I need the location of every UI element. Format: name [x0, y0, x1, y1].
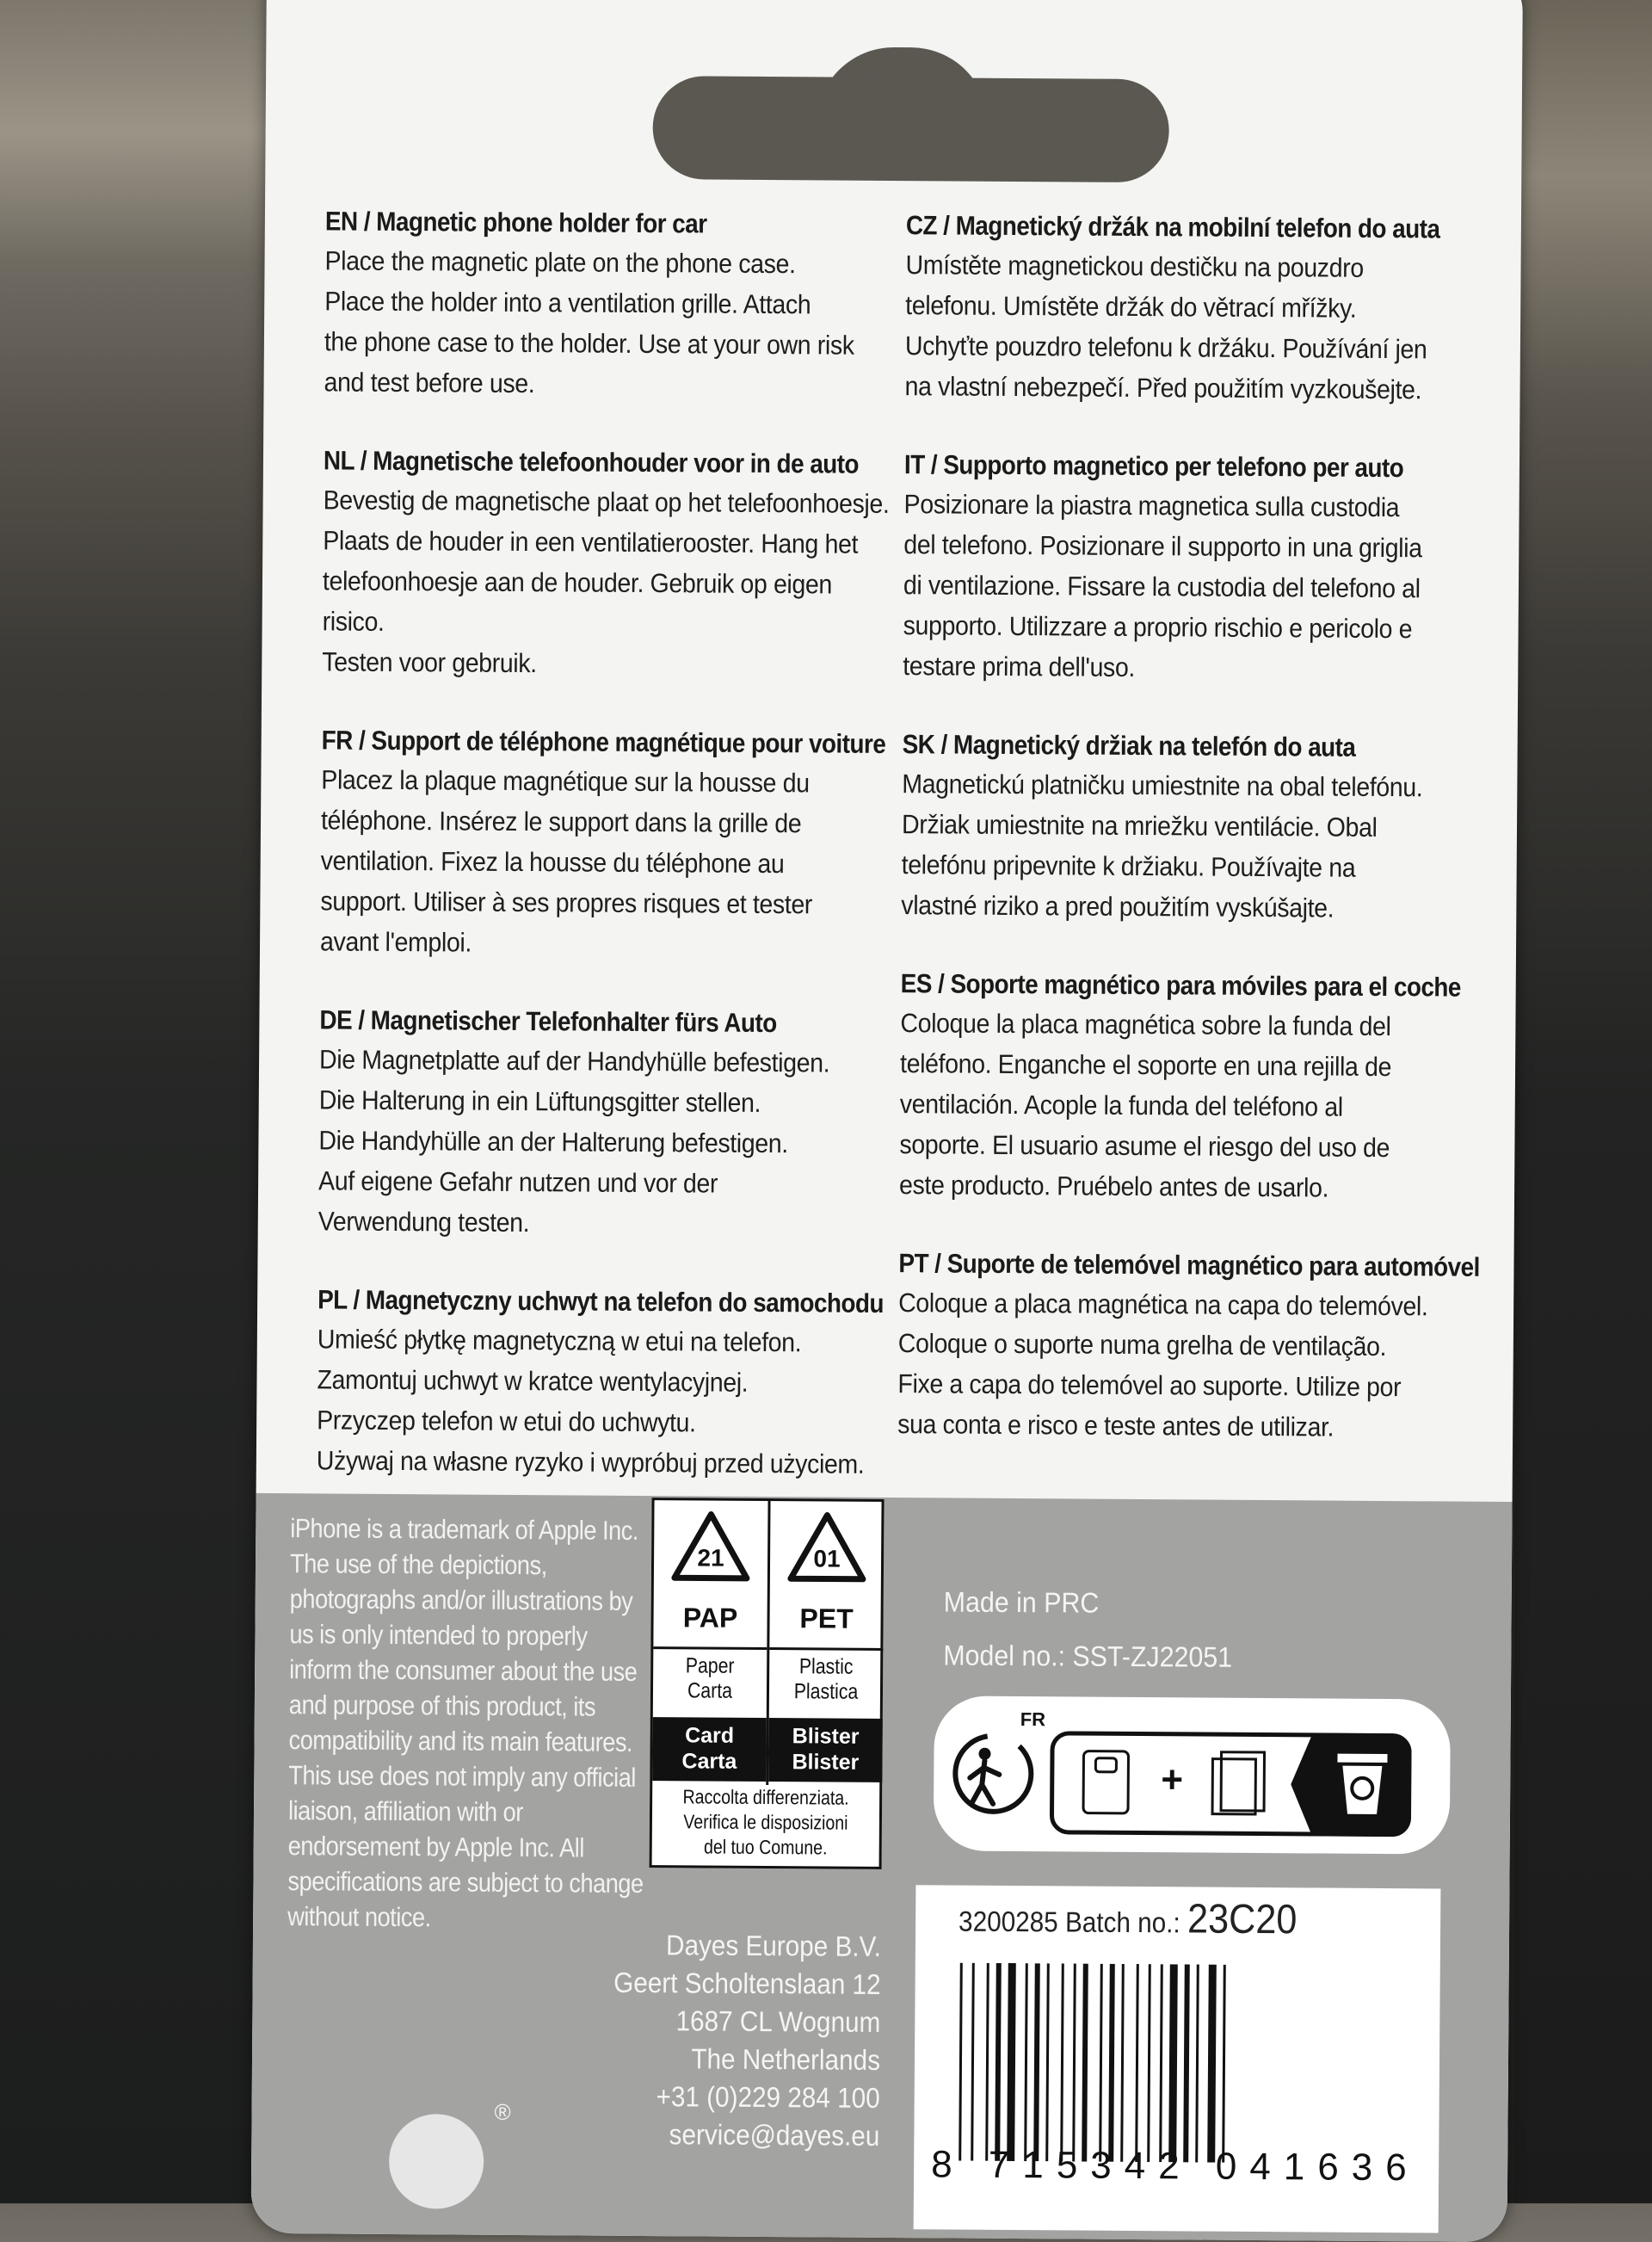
recycling-bin-icon: [1332, 1745, 1393, 1818]
recycling-column-pap: [652, 1500, 770, 1785]
recycling-number: 21: [697, 1544, 724, 1572]
barcode-bar: [1033, 1963, 1040, 2161]
instruction-fr: [320, 721, 890, 966]
divider: [769, 1647, 883, 1651]
barcode-bar: [1183, 1964, 1190, 2162]
instruction-heading: PT / Suporte de telemóvel magnético para automóvel: [898, 1248, 1480, 1282]
instruction-heading: FR / Support de téléphone magnétique pour voiture: [321, 725, 886, 759]
triman-label: [934, 1695, 1451, 1854]
divider: [653, 1646, 767, 1650]
batch-number: 23C20: [1187, 1896, 1298, 1943]
instruction-text: Placez la plaque magnétique sur la housse du téléphone. Insérez le support dans la grille de ventilation. Fixez la housse du téléphone au support. Utiliser à ses propres risques et tester avant l'emploi.: [319, 764, 813, 958]
recycling-triangle-icon: [784, 1510, 871, 1588]
hang-hole: [652, 76, 1169, 182]
instructions-right-column: [897, 207, 1480, 1488]
recycling-material: Paper Carta: [685, 1653, 735, 1703]
instruction-heading: SK / Magnetický držiak na telefón do auta: [902, 729, 1356, 763]
recycling-number: 01: [813, 1545, 841, 1572]
recycling-code: PAP: [682, 1602, 738, 1634]
barcode-bar: [1060, 1963, 1064, 2161]
instruction-pt: [897, 1245, 1480, 1448]
bin-panel: [1291, 1732, 1412, 1837]
recycling-material: Plastic Plastica: [793, 1654, 859, 1704]
barcode-bar: [985, 1963, 989, 2161]
instruction-cz: [904, 207, 1474, 411]
instruction-text: Coloque la placa magnética sobre la funda del teléfono. Enganche el soporte en una rejilla de ventilación. Acople la funda del teléfono al soporte. El usuario asume el riesgo del uso de este producto. Pruébelo antes de usarlo.: [898, 1008, 1392, 1203]
barcode-bar: [1082, 1964, 1088, 2162]
barcode-bar: [1045, 1963, 1050, 2161]
company-city: 1687 CL Wognum: [675, 2004, 881, 2038]
barcode-label: [914, 1885, 1441, 2233]
company-street: Geert Scholtenslaan 12: [613, 1966, 881, 2000]
instruction-heading: EN / Magnetic phone holder for car: [324, 206, 707, 239]
instructions-left-column: [316, 202, 893, 1524]
instruction-text: Place the magnetic plate on the phone case. Place the holder into a ventilation grille. Attach the phone case to the holder. Use at your own risk and test before use.: [324, 245, 854, 399]
barcode-bar: [971, 1963, 975, 2161]
instruction-heading: IT / Supporto magnetico per telefono per auto: [903, 449, 1404, 484]
instruction-heading: PL / Magnetyczny uchwyt na telefon do samochodu: [317, 1284, 885, 1319]
model-number: Model no.: SST-ZJ22051: [943, 1639, 1233, 1673]
instructions: [256, 202, 1521, 1479]
batch-label: Batch no.:: [1064, 1905, 1180, 1939]
recycling-table: [650, 1498, 885, 1869]
barcode-bar: [995, 1963, 1002, 2161]
instruction-it: [903, 446, 1472, 690]
trademark-notice: iPhone is a trademark of Apple Inc. The use of the depictions, photographs and/or illustrations by us is only intended to properly inform the consumer about the use and purpose of this product, its compatibility and its main features. This use does not imply any official liaison, affiliation with or endorsement by Apple Inc. All specifications are subject to change without notice.: [287, 1513, 644, 1933]
origin-info: [943, 1575, 1233, 1683]
instruction-text: Umieść płytkę magnetyczną w etui na telefon. Zamontuj uchwyt w kratce wentylacyjnej. Przyczep telefon w etui do uchwytu. Używaj na własne ryzyko i wypróbuj przed użyciem.: [316, 1324, 865, 1479]
background-left: [0, 0, 284, 2203]
company-email: service@dayes.eu: [669, 2118, 880, 2152]
background-right: [1514, 0, 1652, 2203]
recycling-item: Card Carta: [652, 1717, 767, 1782]
made-in: Made in PRC: [943, 1585, 1100, 1619]
plus-sign: +: [1161, 1758, 1184, 1801]
barcode-bar: [1222, 1965, 1226, 2163]
blister-icon: [1209, 1749, 1270, 1818]
instruction-nl: [322, 442, 891, 686]
instruction-heading: NL / Magnetische telefoonhouder voor in de auto: [323, 445, 860, 479]
barcode-bar: [1207, 1965, 1217, 2163]
barcode-bar: [1099, 1964, 1103, 2162]
triman-icon: [946, 1726, 1041, 1821]
instruction-heading: CZ / Magnetický držák na mobilní telefon do auta: [905, 210, 1440, 244]
triman-country: FR: [1020, 1708, 1046, 1731]
barcode-bar: [959, 1963, 963, 2161]
article-number: 3200285: [959, 1905, 1058, 1938]
packaging-card: [251, 0, 1523, 2242]
instruction-en: [324, 202, 893, 406]
recycling-triangle-icon: [668, 1509, 755, 1587]
triman-sorting-box: [1050, 1731, 1412, 1837]
barcode-bars: [957, 1963, 1380, 2164]
instruction-heading: ES / Soporte magnético para móviles para el coche: [900, 968, 1461, 1003]
barcode-bar: [1120, 1964, 1125, 2162]
recycling-item: Blister Blister: [768, 1718, 883, 1782]
barcode-digits: 8 715342 041636: [930, 2143, 1420, 2190]
instruction-text: Die Magnetplatte auf der Handyhülle befestigen. Die Halterung in ein Lüftungsgitter stellen. Die Handyhülle an der Halterung befestigen. Auf eigene Gefahr nutzen und vor der Verwendung testen.: [317, 1044, 830, 1238]
company-address: [453, 1924, 881, 2154]
recycling-column-pet: [768, 1501, 884, 1786]
instruction-es: [899, 965, 1469, 1209]
barcode-bar: [1135, 1964, 1139, 2162]
barcode-bar: [1147, 1964, 1151, 2162]
card-icon: [1080, 1748, 1132, 1817]
instruction-sk: [901, 726, 1470, 930]
green-dot-logo-icon: [389, 2114, 484, 2209]
instruction-text: Bevestig de magnetische plaat op het telefoonhoesje. Plaats de houder in een ventilatierooster. Hang het telefoonhoesje aan de houder. Gebruik op eigen risico. Testen voor gebruik.: [322, 485, 890, 679]
recycling-footer: Raccolta differenziata. Verifica le disposizioni del tuo Comune.: [682, 1785, 849, 1859]
instruction-de: [318, 1001, 888, 1245]
barcode-bar: [1195, 1965, 1199, 2163]
recycling-code: PET: [799, 1603, 854, 1634]
company-name: Dayes Europe B.V.: [665, 1929, 882, 1962]
barcode-bar: [1007, 1963, 1016, 2161]
barcode-bar: [1168, 1964, 1178, 2162]
barcode-bar: [1108, 1964, 1115, 2162]
instruction-pl: [317, 1281, 886, 1485]
registered-mark: ®: [494, 2098, 511, 2125]
barcode-bar: [1024, 1963, 1028, 2161]
batch-info: [959, 1894, 1298, 1944]
company-country: The Netherlands: [691, 2042, 881, 2076]
company-phone: +31 (0)229 284 100: [656, 2080, 880, 2114]
barcode-bar: [1159, 1964, 1163, 2162]
instruction-text: Posizionare la piastra magnetica sulla custodia del telefono. Posizionare il supporto in una griglia di ventilazione. Fissare la custodia del telefono al supporto. Utilizzare a proprio rischio e pericolo e testare prima dell'uso.: [903, 489, 1422, 682]
instruction-text: Umístěte magnetickou destičku na pouzdro telefonu. Umístěte držák do větrací mřížky. Uchyťte pouzdro telefonu k držáku. Používání jen na vlastní nebezpečí. Před použitím vyzkoušejte.: [904, 250, 1427, 405]
instruction-heading: DE / Magnetischer Telefonhalter fürs Auto: [319, 1004, 777, 1039]
barcode-bar: [1072, 1964, 1076, 2162]
instruction-text: Magnetickú platničku umiestnite na obal telefónu. Držiak umiestnite na mriežku ventilácie. Obal telefónu pripevnite k držiaku. Používajte na vlastné riziko a pred použitím vyskúšajte.: [901, 769, 1423, 923]
instruction-text: Coloque a placa magnética na capa do telemóvel. Coloque o suporte numa grelha de ventilação. Fixe a capa do telemóvel ao suporte. Utilize por sua conta e risco e teste antes de utilizar.: [897, 1288, 1428, 1442]
